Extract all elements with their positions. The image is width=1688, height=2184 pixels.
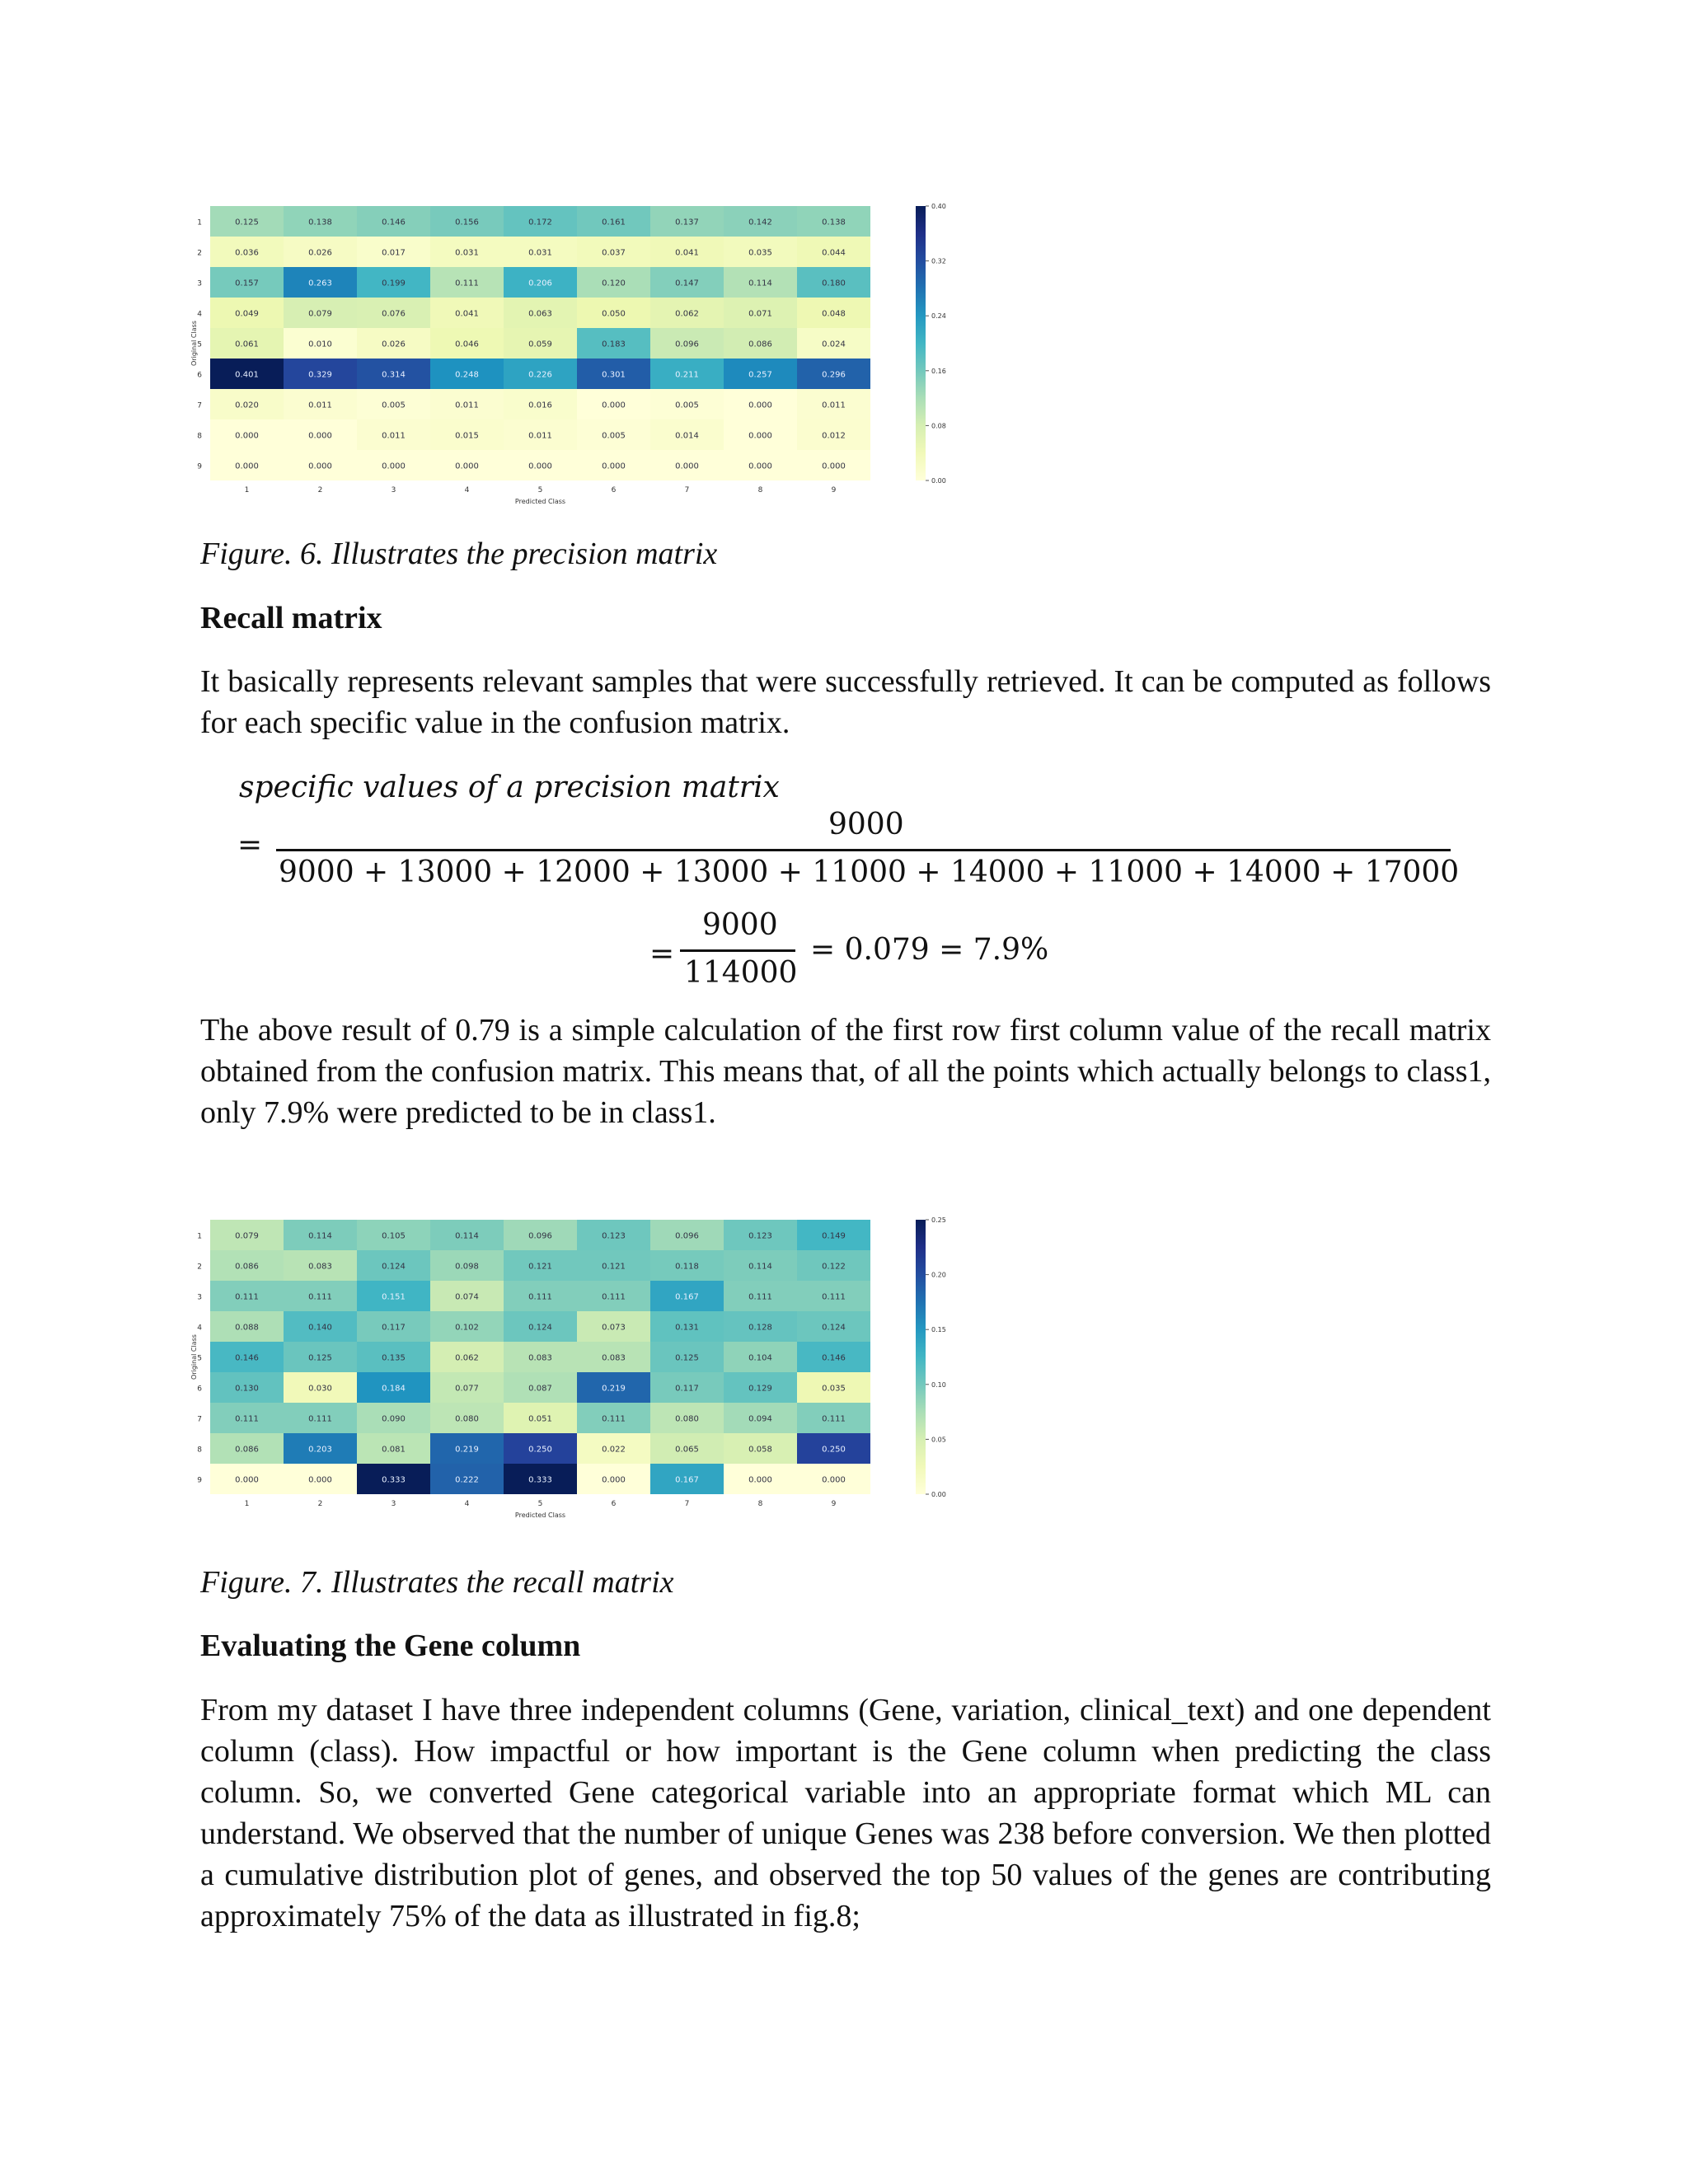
precision-cell-label: 0.000 (235, 462, 259, 471)
precision-cell-label: 0.000 (748, 431, 772, 441)
recall-cell-label: 0.117 (382, 1323, 406, 1333)
precision-cell-label: 0.076 (382, 309, 406, 319)
precision-cell-label: 0.071 (748, 309, 772, 319)
precision-cell-label: 0.015 (455, 431, 479, 441)
precision-cell-label: 0.063 (528, 309, 552, 319)
recall-cell-label: 0.222 (455, 1475, 479, 1485)
precision-cell-label: 0.296 (822, 370, 846, 380)
recall-cell-label: 0.104 (748, 1353, 772, 1363)
precision-cell-label: 0.183 (602, 340, 626, 349)
precision-cell-label: 0.142 (748, 218, 772, 227)
precision-cell-label: 0.111 (455, 279, 479, 288)
recall-cell-label: 0.074 (455, 1292, 479, 1302)
precision-cell-label: 0.137 (675, 218, 699, 227)
gene-heading: Evaluating the Gene column (200, 1629, 581, 1663)
precision-xtick: 4 (464, 486, 470, 494)
recall-cell-label: 0.250 (822, 1445, 846, 1455)
recall-cell-label: 0.124 (382, 1262, 406, 1272)
recall-cell-label: 0.250 (528, 1445, 552, 1455)
recall-colorbar-tick: 0.20 (931, 1271, 946, 1279)
fraction-bar-2 (680, 949, 795, 952)
precision-ytick: 3 (197, 279, 202, 288)
precision-colorbar-tick: 0.16 (931, 367, 946, 375)
recall-colorbar-tick: 0.15 (931, 1326, 946, 1334)
precision-cell-label: 0.026 (308, 248, 332, 258)
recall-colorbar-tick: 0.05 (931, 1436, 946, 1444)
recall-cell-label: 0.083 (308, 1262, 332, 1272)
precision-cell-label: 0.059 (528, 340, 552, 349)
precision-ytick: 1 (197, 218, 202, 227)
formula-label: specific values of a precision matrix (239, 771, 780, 804)
precision-xtick: 8 (757, 486, 763, 494)
recall-ytick: 7 (197, 1415, 202, 1424)
recall-cell-label: 0.111 (528, 1292, 552, 1302)
recall-xtick: 8 (757, 1500, 763, 1508)
recall-ytick: 3 (197, 1293, 202, 1302)
recall-cell-label: 0.094 (748, 1414, 772, 1424)
precision-cell-label: 0.020 (235, 401, 259, 410)
precision-cell-label: 0.000 (308, 431, 332, 441)
recall-cell-label: 0.124 (528, 1323, 552, 1333)
recall-cell-label: 0.111 (602, 1292, 626, 1302)
precision-cell-label: 0.086 (748, 340, 772, 349)
formula-denominator-2: 114000 (684, 956, 798, 990)
precision-xtick: 7 (684, 486, 690, 494)
recall-ytick: 8 (197, 1446, 202, 1455)
recall-cell-label: 0.111 (235, 1414, 259, 1424)
precision-colorbar-tick: 0.08 (931, 422, 946, 430)
formula-equals-2: = (649, 937, 675, 971)
recall-cell-label: 0.333 (382, 1475, 406, 1485)
precision-cell-label: 0.125 (235, 218, 259, 227)
recall-xtick: 3 (391, 1500, 396, 1508)
recall-cell-label: 0.219 (602, 1384, 626, 1394)
recall-cell-label: 0.124 (822, 1323, 846, 1333)
fraction-bar (276, 849, 1451, 851)
precision-cell-label: 0.016 (528, 401, 552, 410)
recall-ytick: 1 (197, 1232, 202, 1241)
precision-cell-label: 0.138 (822, 218, 846, 227)
recall-cell-label: 0.114 (308, 1231, 332, 1241)
precision-xtick: 1 (244, 486, 250, 494)
precision-cell-label: 0.041 (675, 248, 699, 258)
precision-cell-label: 0.011 (382, 431, 406, 441)
recall-cell-label: 0.111 (308, 1292, 332, 1302)
formula-denominator: 9000 + 13000 + 12000 + 13000 + 11000 + 14000 + 11000 + 14000 + 17000 (279, 855, 1460, 889)
recall-cell-label: 0.125 (675, 1353, 699, 1363)
figure-7-caption: Figure. 7. Illustrates the recall matrix (200, 1565, 674, 1600)
precision-cell-label: 0.000 (382, 462, 406, 471)
recall-cell-label: 0.130 (235, 1384, 259, 1394)
recall-cell-label: 0.121 (528, 1262, 552, 1272)
recall-cell-label: 0.000 (822, 1475, 846, 1485)
recall-ytick: 9 (197, 1476, 202, 1485)
precision-cell-label: 0.114 (748, 279, 772, 288)
recall-xtick: 5 (537, 1500, 543, 1508)
recall-cell-label: 0.111 (748, 1292, 772, 1302)
recall-cell-label: 0.111 (308, 1414, 332, 1424)
recall-cell-label: 0.035 (822, 1384, 846, 1394)
precision-cell-label: 0.035 (748, 248, 772, 258)
recall-cell-label: 0.146 (822, 1353, 846, 1363)
precision-xtick: 6 (611, 486, 617, 494)
recall-cell-label: 0.058 (748, 1445, 772, 1455)
recall-cell-label: 0.079 (235, 1231, 259, 1241)
precision-cell-label: 0.005 (602, 431, 626, 441)
recall-cell-label: 0.077 (455, 1384, 479, 1394)
recall-cell-label: 0.117 (675, 1384, 699, 1394)
recall-cell-label: 0.086 (235, 1262, 259, 1272)
recall-cell-label: 0.062 (455, 1353, 479, 1363)
precision-cell-label: 0.314 (382, 370, 406, 380)
recall-cell-label: 0.151 (382, 1292, 406, 1302)
recall-ytick: 5 (197, 1354, 202, 1363)
precision-cell-label: 0.199 (382, 279, 406, 288)
precision-cell-label: 0.000 (602, 401, 626, 410)
precision-ytick: 5 (197, 340, 202, 349)
recall-xtick: 4 (464, 1500, 470, 1508)
precision-cell-label: 0.248 (455, 370, 479, 380)
precision-cell-label: 0.017 (382, 248, 406, 258)
precision-cell-label: 0.329 (308, 370, 332, 380)
precision-ytick: 4 (197, 310, 202, 319)
precision-cell-label: 0.010 (308, 340, 332, 349)
recall-ytick: 6 (197, 1385, 202, 1394)
precision-cell-label: 0.401 (235, 370, 259, 380)
precision-cell-label: 0.000 (235, 431, 259, 441)
precision-cell-label: 0.050 (602, 309, 626, 319)
precision-cell-label: 0.138 (308, 218, 332, 227)
recall-cell-label: 0.000 (602, 1475, 626, 1485)
precision-xtick: 5 (537, 486, 543, 494)
precision-cell-label: 0.146 (382, 218, 406, 227)
recall-cell-label: 0.096 (528, 1231, 552, 1241)
precision-xtick: 3 (391, 486, 396, 494)
precision-cell-label: 0.031 (455, 248, 479, 258)
recall-cell-label: 0.146 (235, 1353, 259, 1363)
recall-cell-label: 0.096 (675, 1231, 699, 1241)
recall-cell-label: 0.114 (748, 1262, 772, 1272)
recall-cell-label: 0.090 (382, 1414, 406, 1424)
precision-cell-label: 0.157 (235, 279, 259, 288)
recall-cell-label: 0.129 (748, 1384, 772, 1394)
precision-xtick: 9 (831, 486, 837, 494)
precision-cell-label: 0.211 (675, 370, 699, 380)
precision-cell-label: 0.172 (528, 218, 552, 227)
formula-numerator: 9000 (828, 808, 904, 841)
recall-cell-label: 0.086 (235, 1445, 259, 1455)
precision-ytick: 9 (197, 462, 202, 471)
precision-cell-label: 0.014 (675, 431, 699, 441)
recall-colorbar (916, 1220, 926, 1494)
recall-cell-label: 0.203 (308, 1445, 332, 1455)
recall-colorbar-tick: 0.10 (931, 1380, 946, 1389)
recall-heatmap (190, 1199, 981, 1537)
precision-cell-label: 0.036 (235, 248, 259, 258)
precision-cell-label: 0.000 (748, 401, 772, 410)
recall-cell-label: 0.140 (308, 1323, 332, 1333)
precision-cell-label: 0.044 (822, 248, 846, 258)
recall-paragraph-1: It basically represents relevant samples that were successfully retrieved. It can be computed as follows for each specific value in the confusion matrix. (200, 664, 1491, 740)
precision-cell-label: 0.024 (822, 340, 846, 349)
precision-cell-label: 0.000 (308, 462, 332, 471)
precision-cell-label: 0.012 (822, 431, 846, 441)
gene-paragraph: From my dataset I have three independent columns (Gene, variation, clinical_text) and one dependent column (class). How impactful or how important is the Gene column when predicting the class column. So, we converted Gene categorical variable into an appropriate format which ML can understand. We observed that the number of unique Genes was 238 before conversion. We then plotted a cumulative distribution plot of genes, and observed the top 50 values of the genes are contributing approximately 75% of the data as illustrated in fig.8; (200, 1693, 1491, 1933)
recall-cell-label: 0.114 (455, 1231, 479, 1241)
recall-xlabel: Predicted Class (514, 1511, 566, 1519)
recall-cell-label: 0.122 (822, 1262, 846, 1272)
recall-cell-label: 0.088 (235, 1323, 259, 1333)
precision-cell-label: 0.161 (602, 218, 626, 227)
recall-colorbar-tick: 0.25 (931, 1216, 946, 1224)
recall-cell-label: 0.000 (235, 1475, 259, 1485)
recall-cell-label: 0.065 (675, 1445, 699, 1455)
precision-ylabel: Original Class (190, 321, 198, 366)
precision-xlabel: Predicted Class (514, 498, 566, 505)
precision-ytick: 7 (197, 401, 202, 410)
recall-cell-label: 0.051 (528, 1414, 552, 1424)
recall-cell-label: 0.131 (675, 1323, 699, 1333)
recall-cell-label: 0.111 (822, 1292, 846, 1302)
recall-cell-label: 0.184 (382, 1384, 406, 1394)
recall-cell-label: 0.167 (675, 1292, 699, 1302)
precision-ytick: 6 (197, 371, 202, 380)
recall-xtick: 1 (244, 1500, 250, 1508)
precision-cell-label: 0.011 (308, 401, 332, 410)
recall-cell-label: 0.111 (602, 1414, 626, 1424)
precision-cell-label: 0.062 (675, 309, 699, 319)
recall-ytick: 2 (197, 1263, 202, 1272)
precision-ytick: 8 (197, 432, 202, 441)
recall-cell-label: 0.125 (308, 1353, 332, 1363)
recall-cell-label: 0.102 (455, 1323, 479, 1333)
recall-cell-label: 0.128 (748, 1323, 772, 1333)
precision-cell-label: 0.005 (675, 401, 699, 410)
recall-cell-label: 0.219 (455, 1445, 479, 1455)
recall-xtick: 2 (317, 1500, 323, 1508)
recall-cell-label: 0.111 (235, 1292, 259, 1302)
precision-cell-label: 0.011 (455, 401, 479, 410)
recall-cell-label: 0.123 (748, 1231, 772, 1241)
recall-cell-label: 0.149 (822, 1231, 846, 1241)
precision-cell-label: 0.206 (528, 279, 552, 288)
recall-cell-label: 0.167 (675, 1475, 699, 1485)
precision-cell-label: 0.301 (602, 370, 626, 380)
recall-cell-label: 0.121 (602, 1262, 626, 1272)
precision-cell-label: 0.079 (308, 309, 332, 319)
precision-cell-label: 0.037 (602, 248, 626, 258)
recall-cell-label: 0.080 (455, 1414, 479, 1424)
precision-cell-label: 0.180 (822, 279, 846, 288)
recall-heading: Recall matrix (200, 601, 382, 635)
recall-cell-label: 0.118 (675, 1262, 699, 1272)
formula-equals: = (237, 828, 263, 862)
precision-colorbar (916, 206, 926, 480)
recall-cell-label: 0.030 (308, 1384, 332, 1394)
recall-paragraph-2: The above result of 0.79 is a simple calculation of the first row first column value of the recall matrix obtained from the confusion matrix. This means that, of all the points which actually belongs to class1, only 7.9% were predicted to be in class1. (200, 1013, 1491, 1130)
precision-cell-label: 0.041 (455, 309, 479, 319)
recall-cell-label: 0.073 (602, 1323, 626, 1333)
precision-ytick: 2 (197, 249, 202, 258)
precision-cell-label: 0.120 (602, 279, 626, 288)
precision-cell-label: 0.031 (528, 248, 552, 258)
precision-colorbar-tick: 0.32 (931, 257, 946, 265)
recall-cell-label: 0.105 (382, 1231, 406, 1241)
recall-cell-label: 0.135 (382, 1353, 406, 1363)
recall-cell-label: 0.087 (528, 1384, 552, 1394)
precision-colorbar-tick: 0.24 (931, 312, 946, 321)
precision-cell-label: 0.061 (235, 340, 259, 349)
precision-cell-label: 0.000 (528, 462, 552, 471)
recall-cell-label: 0.333 (528, 1475, 552, 1485)
recall-cell-label: 0.000 (748, 1475, 772, 1485)
precision-colorbar-tick: 0.40 (931, 203, 946, 210)
precision-xtick: 2 (317, 486, 323, 494)
precision-cell-label: 0.257 (748, 370, 772, 380)
precision-cell-label: 0.156 (455, 218, 479, 227)
recall-cell-label: 0.111 (822, 1414, 846, 1424)
precision-cell-label: 0.000 (675, 462, 699, 471)
recall-cell-label: 0.022 (602, 1445, 626, 1455)
recall-ylabel: Original Class (190, 1334, 198, 1380)
precision-cell-label: 0.000 (748, 462, 772, 471)
precision-cell-label: 0.096 (675, 340, 699, 349)
recall-cell-label: 0.080 (675, 1414, 699, 1424)
recall-cell-label: 0.081 (382, 1445, 406, 1455)
precision-cell-label: 0.011 (528, 431, 552, 441)
recall-cell-label: 0.083 (528, 1353, 552, 1363)
precision-cell-label: 0.147 (675, 279, 699, 288)
precision-cell-label: 0.011 (822, 401, 846, 410)
recall-xtick: 6 (611, 1500, 617, 1508)
precision-cell-label: 0.000 (455, 462, 479, 471)
precision-colorbar-tick: 0.00 (931, 477, 946, 485)
recall-cell-label: 0.000 (308, 1475, 332, 1485)
precision-cell-label: 0.046 (455, 340, 479, 349)
recall-cell-label: 0.123 (602, 1231, 626, 1241)
precision-cell-label: 0.226 (528, 370, 552, 380)
recall-xtick: 9 (831, 1500, 837, 1508)
precision-cell-label: 0.000 (822, 462, 846, 471)
recall-cell-label: 0.083 (602, 1353, 626, 1363)
recall-colorbar-tick: 0.00 (931, 1491, 946, 1498)
recall-xtick: 7 (684, 1500, 690, 1508)
precision-cell-label: 0.049 (235, 309, 259, 319)
figure-6-caption: Figure. 6. Illustrates the precision matrix (200, 537, 718, 571)
precision-cell-label: 0.263 (308, 279, 332, 288)
precision-cell-label: 0.005 (382, 401, 406, 410)
precision-heatmap (190, 185, 981, 515)
precision-cell-label: 0.026 (382, 340, 406, 349)
precision-cell-label: 0.000 (602, 462, 626, 471)
precision-cell-label: 0.048 (822, 309, 846, 319)
recall-cell-label: 0.098 (455, 1262, 479, 1272)
formula-numerator-2: 9000 (702, 908, 778, 942)
recall-ytick: 4 (197, 1324, 202, 1333)
formula-result: = 0.079 = 7.9% (810, 933, 1049, 967)
